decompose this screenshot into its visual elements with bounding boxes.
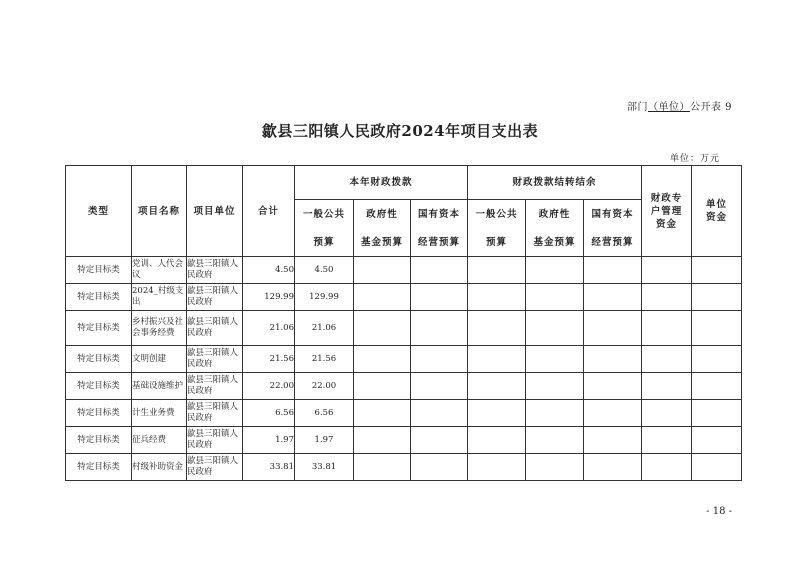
- header-name: 项目名称: [132, 166, 187, 257]
- header-type: 类型: [66, 166, 132, 257]
- cell-empty: [468, 373, 526, 400]
- header-carry-state: 国有资本 经营预算: [584, 200, 642, 257]
- cell-empty: [692, 373, 742, 400]
- cell-empty: [584, 346, 642, 373]
- cell-unit: 歙县三阳镇人民政府: [187, 284, 243, 311]
- cell-empty: [468, 346, 526, 373]
- table-row: [66, 400, 742, 427]
- cell-name: 计生业务费: [132, 400, 187, 427]
- table-row: [66, 284, 742, 311]
- cell-unit: 歙县三阳镇人民政府: [187, 400, 243, 427]
- form-label: [627, 98, 732, 113]
- header-current-fund: 政府性 基金预算: [354, 200, 411, 257]
- cell-empty: [584, 311, 642, 346]
- cell-general: 1.97: [295, 427, 354, 454]
- cell-type: 特定目标类: [66, 311, 132, 346]
- cell-empty: [354, 400, 411, 427]
- cell-type: 特定目标类: [66, 257, 132, 284]
- header-current-general: 一般公共 预算: [295, 200, 354, 257]
- cell-total: 129.99: [243, 284, 295, 311]
- page-title: 歙县三阳镇人民政府2024年项目支出表: [261, 122, 539, 140]
- cell-unit: 歙县三阳镇人民政府: [187, 373, 243, 400]
- header-own: 单位 资金: [692, 166, 742, 257]
- cell-empty: [584, 400, 642, 427]
- cell-empty: [642, 373, 692, 400]
- table-row: [66, 311, 742, 346]
- cell-total: 21.56: [243, 346, 295, 373]
- cell-general: 4.50: [295, 257, 354, 284]
- cell-empty: [526, 373, 584, 400]
- cell-empty: [584, 373, 642, 400]
- cell-empty: [354, 284, 411, 311]
- cell-type: 特定目标类: [66, 400, 132, 427]
- header-carry-group: 财政拨款结转结余: [468, 166, 642, 200]
- cell-total: 21.06: [243, 311, 295, 346]
- cell-empty: [526, 346, 584, 373]
- cell-empty: [354, 373, 411, 400]
- header-carry-general: 一般公共 预算: [468, 200, 526, 257]
- budget-table: [65, 165, 742, 481]
- form-suffix: 公开表 9: [689, 102, 732, 113]
- cell-general: 33.81: [295, 454, 354, 481]
- cell-name: 文明创建: [132, 346, 187, 373]
- unit-label: 单位：万元: [669, 154, 720, 164]
- cell-name: 村级补助资金: [132, 454, 187, 481]
- cell-general: 129.99: [295, 284, 354, 311]
- cell-empty: [468, 400, 526, 427]
- cell-empty: [354, 454, 411, 481]
- cell-empty: [642, 311, 692, 346]
- cell-empty: [642, 257, 692, 284]
- cell-empty: [642, 346, 692, 373]
- cell-empty: [411, 400, 468, 427]
- cell-name: 2024_村级支出: [132, 284, 187, 311]
- cell-total: 33.81: [243, 454, 295, 481]
- header-unit: 项目单位: [187, 166, 243, 257]
- cell-empty: [584, 284, 642, 311]
- header-current-group: 本年财政拨款: [295, 166, 468, 200]
- cell-name: 基础设施维护: [132, 373, 187, 400]
- cell-total: 6.56: [243, 400, 295, 427]
- cell-empty: [692, 284, 742, 311]
- cell-empty: [526, 284, 584, 311]
- cell-general: 21.06: [295, 311, 354, 346]
- cell-empty: [411, 257, 468, 284]
- page-number: - 18 -: [706, 506, 732, 517]
- cell-empty: [468, 427, 526, 454]
- table-row: [66, 427, 742, 454]
- cell-type: 特定目标类: [66, 427, 132, 454]
- cell-empty: [411, 454, 468, 481]
- cell-empty: [411, 373, 468, 400]
- table-row: [66, 373, 742, 400]
- cell-empty: [526, 257, 584, 284]
- cell-unit: 歙县三阳镇人民政府: [187, 346, 243, 373]
- form-unit: （单位）: [647, 102, 690, 113]
- cell-empty: [692, 400, 742, 427]
- cell-empty: [692, 311, 742, 346]
- cell-empty: [584, 427, 642, 454]
- cell-empty: [692, 454, 742, 481]
- cell-name: 乡村振兴及社会事务经费: [132, 311, 187, 346]
- header-special: 财政专 户管理 资金: [642, 166, 692, 257]
- cell-empty: [354, 257, 411, 284]
- cell-empty: [526, 454, 584, 481]
- cell-empty: [411, 346, 468, 373]
- cell-empty: [584, 454, 642, 481]
- cell-unit: 歙县三阳镇人民政府: [187, 454, 243, 481]
- cell-empty: [354, 346, 411, 373]
- cell-empty: [354, 427, 411, 454]
- cell-type: 特定目标类: [66, 454, 132, 481]
- cell-empty: [642, 454, 692, 481]
- cell-empty: [411, 427, 468, 454]
- cell-empty: [526, 400, 584, 427]
- cell-type: 特定目标类: [66, 373, 132, 400]
- cell-empty: [642, 400, 692, 427]
- cell-empty: [468, 311, 526, 346]
- header-total: 合计: [243, 166, 295, 257]
- cell-empty: [468, 257, 526, 284]
- cell-empty: [642, 427, 692, 454]
- cell-general: 6.56: [295, 400, 354, 427]
- table-row: [66, 257, 742, 284]
- table-row: [66, 346, 742, 373]
- cell-empty: [642, 284, 692, 311]
- cell-empty: [584, 257, 642, 284]
- cell-type: 特定目标类: [66, 346, 132, 373]
- cell-empty: [692, 257, 742, 284]
- cell-empty: [354, 311, 411, 346]
- cell-total: 4.50: [243, 257, 295, 284]
- cell-name: 征兵经费: [132, 427, 187, 454]
- cell-empty: [411, 311, 468, 346]
- header-current-state: 国有资本 经营预算: [411, 200, 468, 257]
- form-prefix: 部门: [626, 102, 648, 113]
- cell-empty: [468, 284, 526, 311]
- cell-empty: [692, 427, 742, 454]
- cell-unit: 歙县三阳镇人民政府: [187, 427, 243, 454]
- cell-general: 21.56: [295, 346, 354, 373]
- cell-empty: [692, 346, 742, 373]
- cell-general: 22.00: [295, 373, 354, 400]
- cell-total: 22.00: [243, 373, 295, 400]
- cell-name: 党训、人代会议: [132, 257, 187, 284]
- cell-unit: 歙县三阳镇人民政府: [187, 257, 243, 284]
- header-carry-fund: 政府性 基金预算: [526, 200, 584, 257]
- cell-total: 1.97: [243, 427, 295, 454]
- cell-type: 特定目标类: [66, 284, 132, 311]
- cell-empty: [411, 284, 468, 311]
- cell-empty: [526, 427, 584, 454]
- cell-empty: [468, 454, 526, 481]
- table-row: [66, 454, 742, 481]
- cell-empty: [526, 311, 584, 346]
- cell-unit: 歙县三阳镇人民政府: [187, 311, 243, 346]
